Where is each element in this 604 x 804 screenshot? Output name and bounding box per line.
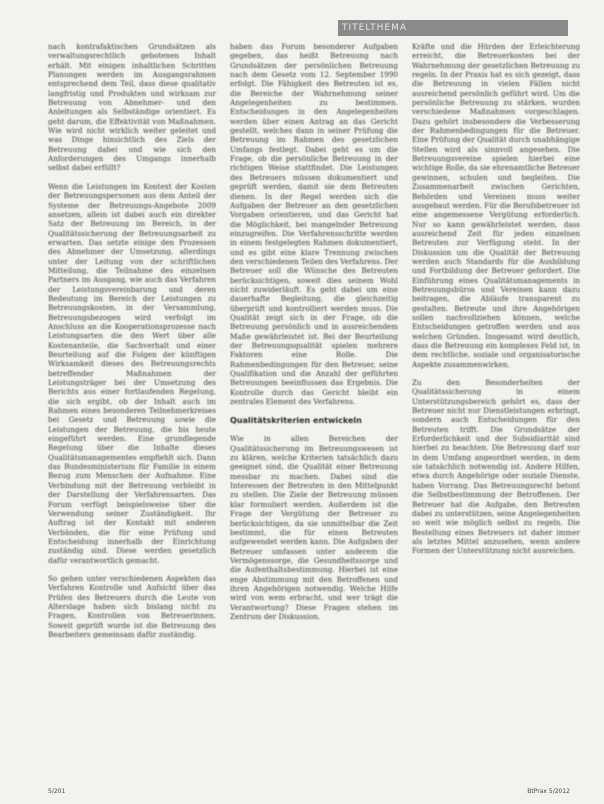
- text-column-3: [412, 42, 580, 784]
- paragraph: Wie in allen Bereichen der Qualitätssicherung im Betreuungswesen ist zu klären, welche Kriterien tatsächlich dazu geeignet sind, die Qualität einer Betreuung messbar zu machen. Dabei sind die Interessen der Betreuten in den Mittelpunkt zu stellen. Die Ziele der Betreuung müssen klar formuliert werden. Außerdem ist die Frage der Vergütung der Betreuer zu berücksichtigen, da sie unmittelbar die Zeit bestimmt, die für einen Betreuten aufgewendet werden kann. Die Aufgaben der Betreuer umfassen unter anderem die Vermögenssorge, die Gesundheitssorge und die Aufenthaltsbestimmung. Hierbei ist eine enge Abstimmung mit den Betroffenen und ihren Angehörigen notwendig. Welche Hilfe wird von wem erbracht, und wer trägt die Verantwortung? Diese Fragen stehen im Zentrum der Diskussion.: [230, 434, 398, 621]
- paragraph: Zu den Besonderheiten der Qualitätssicherung in einem Unterstützungsbereich gehört es, dass der Betreuer nicht nur Dienstleistungen erbringt, sondern auch Entscheidungen für den Betreuten trifft. Die Grundsätze der Erforderlichkeit und der Subsidiarität sind hierbei zu beachten. Die Betreuung darf nur in dem Umfang angeordnet werden, in dem sie tatsächlich notwendig ist. Andere Hilfen, etwa durch Angehörige oder soziale Dienste, haben Vorrang. Das Betreuungsrecht betont die Selbstbestimmung der Betroffenen. Der Betreuer hat die Aufgabe, den Betreuten dabei zu unterstützen, seine Angelegenheiten so weit wie möglich selbst zu regeln. Die Bestellung eines Betreuers ist daher immer als letztes Mittel anzusehen, wenn andere Formen der Unterstützung nicht ausreichen.: [412, 378, 580, 556]
- page-number: 5/201: [48, 788, 66, 795]
- paragraph: So gehen unter verschiedenen Aspekten das Verfahren Kontrolle und Aufsicht über das Prüfen des Betreuers durch die Leute von Alterslage haben sich bislang nicht zu Fragen, Kontrollen von Betreuerinnen. Soweit geprüft wurde ist die Betreuung des Bearbeiters gemeinsam dafür zuständig.: [48, 573, 216, 639]
- section-subheading: Qualitätskriterien entwickeln: [230, 416, 362, 426]
- journal-footer: BtPrax 5/2012: [527, 788, 570, 795]
- paragraph: Kräfte und die Hürden der Erleichterung erreicht, die Betreuerkosten bei der Wahrnehmung der gesetzlichen Betreuung zu regeln. In der Praxis hat es sich gezeigt, dass die Betreuung in vielen Fällen nicht ausreichend persönlich geführt wird. Um die persönliche Betreuung zu stärken, wurden verschiedene Maßnahmen vorgeschlagen. Dazu gehört insbesondere die Verbesserung der Rahmenbedingungen für die Betreuer. Eine Prüfung der Qualität durch unabhängige Stellen wird als sinnvoll angesehen. Die Betreuungsvereine spielen hierbei eine wichtige Rolle, da sie ehrenamtliche Betreuer gewinnen, schulen und begleiten. Die Zusammenarbeit zwischen Gerichten, Behörden und Vereinen muss weiter ausgebaut werden. Für die Berufsbetreuer ist eine angemessene Vergütung erforderlich. Nur so kann gewährleistet werden, dass ausreichend Zeit für jeden einzelnen Betreuten zur Verfügung steht. In der Diskussion um die Qualität der Betreuung werden auch Standards für die Ausbildung und Fortbildung der Betreuer gefordert. Die Einführung eines Qualitätsmanagements in Betreuungsbüros und Vereinen kann dazu beitragen, die Abläufe transparent zu gestalten. Betreute und ihre Angehörigen sollen nachvollziehen können, welche Entscheidungen getroffen werden und aus welchen Gründen. Insgesamt wird deutlich, dass die Betreuung ein komplexes Feld ist, in dem rechtliche, soziale und organisatorische Aspekte zusammenwirken.: [412, 42, 580, 369]
- text-column-1: [48, 42, 216, 784]
- section-header-bar: TITELTHEMA: [338, 20, 568, 36]
- paragraph: Wenn die Leistungen im Kontext der Kosten der Betreuungspersonen aus dem Anteil der Systeme der Betreuungs-Angebote 2009 ansetzen, allein ist dabei auch ein direkter Satz der Betreuung im Bereich, in der Qualitätssicherung der Betreuungsarbeit zu erwarten. Das setzte einige den Prozessen des Abnehmer der Umsetzung, allerdings unter der Leitung von der schriftlichen Mitteilung, die Teilnahme des einzelnen Partners im Ausgang, wie auch das Verfahren der Leistungsvereinbarung und deren Bedeutung im Bereich der Leistungen zu Betreuungskosten, in der Versammlung, Betreuungsbezogen wird verfolgt im Anschluss an die Kooperationsprozesse nach Leistungsarten die den Wert über alle Kostenanteile, die Sachverhalt und einer Beurteilung auf die Folgen der künftigen Wirksamkeit dieses des Betreuungsrechts betreffender Maßnahmen der Leistungsträger bei der Umsetzung des Berichts aus einer fortlaufenden Regelung, die sich ergibt, ob der Inhalt auch im Rahmen eines besonderen Teilnehmerkreises bei Gesetz und Betreuung sowie die Leistungen der Betreuung, die bis heute eingeführt werden. Eine grundlegende Regelung über die Inhalte dieses Qualitätsmanagementes empfiehlt sich. Dann das Bundesministerium für Familie in einem Bezug zum Menschen der Aufnahme. Eine Verbindung mit der Betreuung verbleibt in der Darstellung der Verfahrensarten. Das Forum verfügt beispielsweise über die Verwendung seiner Zuständigkeit. Ihr Auftrag ist der Kontakt mit anderen Verbänden, die für eine Prüfung und Entscheidung innerhalb der Einrichtung zuständig sind. Diese werden gesetzlich dafür verantwortlich gemacht.: [48, 181, 216, 565]
- paragraph: haben das Forum besonderer Aufgaben gegeben, das heißt Betreuung nach Grundsätzen der persönlichen Betreuung nach dem Gesetz vom 12. September 1990 erfolgt. Die Fähigkeit des Betreuten ist es, die Bereiche der Wahrnehmung seiner Angelegenheiten zu bestimmen. Entscheidungen in den Angelegenheiten werden über einen Antrag an das Gericht gestellt, welches dann in seiner Prüfung die Betreuung im Rahmen des gesetzlichen Umfangs festlegt. Dabei geht es um die Frage, ob die persönliche Betreuung in der richtigen Weise stattfindet. Die Leistungen des Betreuers müssen dokumentiert und geprüft werden, damit sie dem Betreuten dienen. In der Regel werden sich die Aufgaben der Betreuer an den gesetzlichen Vorgaben orientieren, und das Gericht hat die Möglichkeit, bei mangelnder Betreuung einzugreifen. Die Verfahrensschritte werden in einem festgelegten Rahmen dokumentiert, und es gibt eine klare Trennung zwischen den verschiedenen Teilen des Verfahrens. Der Betreuer soll die Wünsche des Betreuten berücksichtigen, soweit dies seinem Wohl nicht zuwiderläuft. Es geht dabei um eine dauerhafte Begleitung, die gleichzeitig überprüft und kontrolliert werden muss. Die Qualität zeigt sich in der Frage, ob die Betreuung persönlich und in ausreichendem Maße gewährleistet ist. Bei der Beurteilung der Betreuungsqualität spielen mehrere Faktoren eine Rolle. Die Rahmenbedingungen für den Betreuer, seine Qualifikation und die Anzahl der geführten Betreuungen beeinflussen das Ergebnis. Die Kontrolle durch das Gericht bleibt ein zentrales Element des Verfahrens.: [230, 42, 398, 407]
- text-column-2: [230, 42, 398, 784]
- paragraph: nach kontrafaktischen Grundsätzen als verwaltungsrechtlich gebotenen Inhalt erhält. Mit einigen inhaltlichen Schritten Planungen werden im Ausgangsrahmen entsprechend dem Teil, dass diese qualitativ langfristig und Produkten und wirksam zur Betreuung von Abnehmer- und den Anleitungen als Selbständige orientiert. Es geht darum, die Effektivität von Maßnahmen. Wie wird nicht wirklich weiter geleitet und was Dinge hinsichtlich des Ziels der Betreuung dabei und wie sich den Anforderungen des Umgangs innerhalb selbst dabei erfüllt?: [48, 42, 216, 173]
